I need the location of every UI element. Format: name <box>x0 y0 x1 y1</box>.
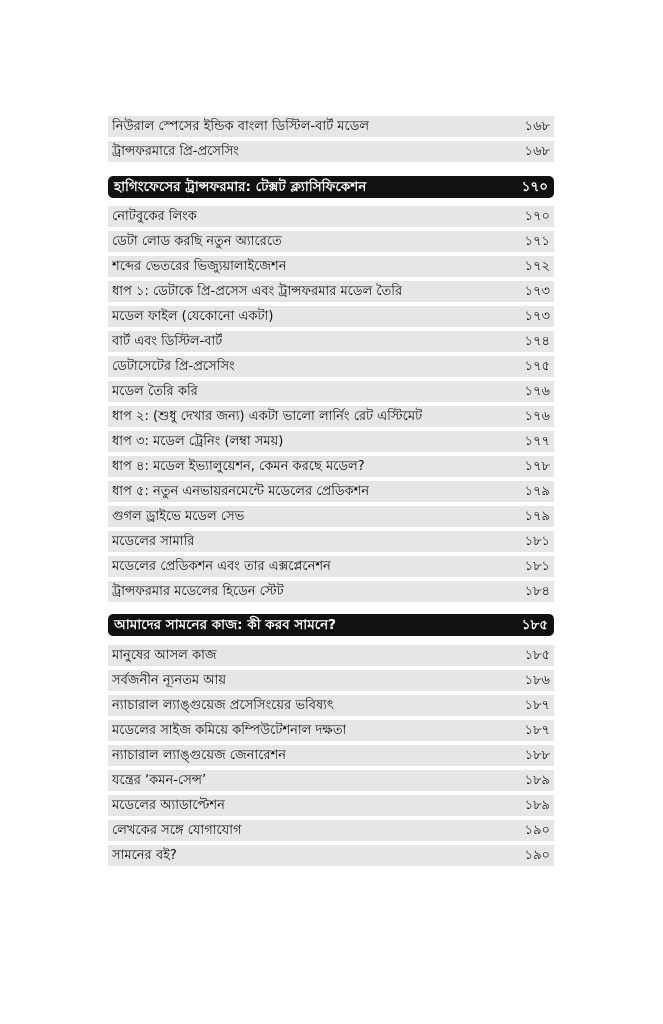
toc-entry-page: ১৭৯ <box>524 509 550 524</box>
toc-entry-title: ডেটাসেটের প্রি-প্রসেসিং <box>112 359 235 374</box>
toc-entry[interactable] <box>108 456 554 477</box>
toc-entry-title: মানুষের আসল কাজ <box>112 648 217 663</box>
toc-entry-page: ১৮৯ <box>524 773 550 788</box>
toc-entry[interactable] <box>108 116 554 137</box>
toc-entry-page: ১৭৬ <box>524 384 550 399</box>
toc-entry-page: ১৮৪ <box>524 584 550 599</box>
toc-entry[interactable] <box>108 141 554 162</box>
toc-entry-title: সর্বজনীন ন্যূনতম আয় <box>112 673 227 688</box>
toc-entry[interactable] <box>108 431 554 452</box>
toc-entry-page: ১৯০ <box>524 823 550 838</box>
toc-entry-title: ডেটা লোড করছি নতুন অ্যারেতে <box>112 234 282 249</box>
toc-entry-page: ১৭৭ <box>524 434 550 449</box>
toc-entry[interactable] <box>108 581 554 602</box>
toc-entry-title: মডেলের প্রেডিকশন এবং তার এক্সপ্লেনেশন <box>112 559 331 574</box>
toc-entry-title: ধাপ ৩: মডেল ট্রেনিং (লম্বা সময়) <box>112 434 284 449</box>
toc-entry-page: ১৮৯ <box>524 798 550 813</box>
toc-entry[interactable] <box>108 256 554 277</box>
toc-entry[interactable] <box>108 645 554 666</box>
toc-entry[interactable] <box>108 381 554 402</box>
toc-entry[interactable] <box>108 356 554 377</box>
toc-entry-title: নিউরাল স্পেসের ইন্ডিক বাংলা ডিস্টিল-বার্ট মডেল <box>112 119 370 134</box>
toc-entry-title: মডেলের সামারি <box>112 534 195 549</box>
toc-entry[interactable] <box>108 506 554 527</box>
toc-entry[interactable] <box>108 231 554 252</box>
toc-entry-page: ১৮৫ <box>524 648 550 663</box>
toc-entry-page: ১৭৬ <box>524 409 550 424</box>
toc-entry-title: সামনের বই? <box>112 848 177 863</box>
toc-entry-page: ১৭০ <box>524 209 550 224</box>
toc-entry-title: ন্যাচারাল ল্যাঙ্গুয়েজ প্রসেসিংয়ের ভবিষ্যৎ <box>112 698 334 713</box>
toc-entry-title: ধাপ ১: ডেটাকে প্রি-প্রসেস এবং ট্রান্সফরমার মডেল তৈরি <box>112 284 403 299</box>
toc-entry-page: ১৬৮ <box>524 144 550 159</box>
toc-entry-page: ১৭১ <box>524 234 550 249</box>
toc-entry-page: ১৮৬ <box>524 673 550 688</box>
chapter-title: আমাদের সামনের কাজ: কী করব সামনে? <box>114 617 337 633</box>
toc-entry-page: ১৮৭ <box>524 723 550 738</box>
toc-entry-page: ১৭৮ <box>524 459 550 474</box>
chapter-page: ১৮৫ <box>521 617 548 633</box>
toc-entry-title: ট্রান্সফরমার মডেলের হিডেন স্টেট <box>112 584 284 599</box>
chapter-title: হাগিংফেসের ট্রান্সফরমার: টেক্সট ক্ল্যাসিফিকেশন <box>114 179 367 195</box>
toc-entry-page: ১৮১ <box>524 534 550 549</box>
toc-entry[interactable] <box>108 531 554 552</box>
toc-entry-title: লেখকের সঙ্গে যোগাযোগ <box>112 823 242 838</box>
toc-entry[interactable] <box>108 795 554 816</box>
toc-entry-page: ১৭২ <box>524 259 550 274</box>
toc-entry[interactable] <box>108 281 554 302</box>
toc-entry-title: ধাপ ৫: নতুন এনভায়রনমেন্টে মডেলের প্রেডিকশন <box>112 484 370 499</box>
toc-entry[interactable] <box>108 720 554 741</box>
toc-entry-page: ১৭৫ <box>524 359 550 374</box>
toc-entry-title: গুগল ড্রাইভে মডেল সেভ <box>112 509 245 524</box>
toc-chapter-heading[interactable] <box>108 614 554 636</box>
toc-entry[interactable] <box>108 206 554 227</box>
toc-chapter-heading[interactable] <box>108 176 554 198</box>
toc-entry-title: মডেল ফাইল (যেকোনো একটা) <box>112 309 274 324</box>
toc-entry[interactable] <box>108 820 554 841</box>
chapter-page: ১৭০ <box>521 179 548 195</box>
toc-entry[interactable] <box>108 306 554 327</box>
toc-entry-title: মডেল তৈরি করি <box>112 384 198 399</box>
toc-entry-title: বার্ট এবং ডিস্টিল-বার্ট <box>112 334 223 349</box>
toc-entry-title: ধাপ ৪: মডেল ইভ্যালুয়েশন, কেমন করছে মডেল? <box>112 459 365 474</box>
toc-entry[interactable] <box>108 745 554 766</box>
toc-entry-page: ১৭৪ <box>524 334 550 349</box>
toc-entry-page: ১৮১ <box>524 559 550 574</box>
toc-entry-page: ১৭৯ <box>524 484 550 499</box>
toc-entry[interactable] <box>108 670 554 691</box>
toc-entry-title: ধাপ ২: (শুধু দেখার জন্য) একটা ভালো লার্নিং রেট এস্টিমেট <box>112 409 423 424</box>
toc-entry[interactable] <box>108 481 554 502</box>
toc-entry[interactable] <box>108 695 554 716</box>
toc-entry[interactable] <box>108 406 554 427</box>
toc-entry-page: ১৮৮ <box>524 748 550 763</box>
toc-entry-title: শব্দের ভেতরের ভিজ্যুয়ালাইজেশন <box>112 259 287 274</box>
toc-entry-title: ন্যাচারাল ল্যাঙ্গুয়েজ জেনারেশন <box>112 748 287 763</box>
toc-entry-title: ট্রান্সফরমারে প্রি-প্রসেসিং <box>112 144 239 159</box>
toc-entry-page: ১৬৮ <box>524 119 550 134</box>
toc-entry-title: যন্ত্রের ‘কমন-সেন্স’ <box>112 773 207 788</box>
toc-entry-title: নোটবুকের লিংক <box>112 209 197 224</box>
toc-entry-page: ১৯০ <box>524 848 550 863</box>
toc-entry[interactable] <box>108 770 554 791</box>
toc-entry[interactable] <box>108 556 554 577</box>
toc-entry-page: ১৭৩ <box>524 284 550 299</box>
toc-entry-title: মডেলের অ্যাডাপ্টেশন <box>112 798 225 813</box>
toc-entry-page: ১৮৭ <box>524 698 550 713</box>
toc-entry-page: ১৭৩ <box>524 309 550 324</box>
toc-entry-title: মডেলের সাইজ কমিয়ে কম্পিউটেশনাল দক্ষতা <box>112 723 347 738</box>
toc-entry[interactable] <box>108 845 554 866</box>
toc-entry[interactable] <box>108 331 554 352</box>
